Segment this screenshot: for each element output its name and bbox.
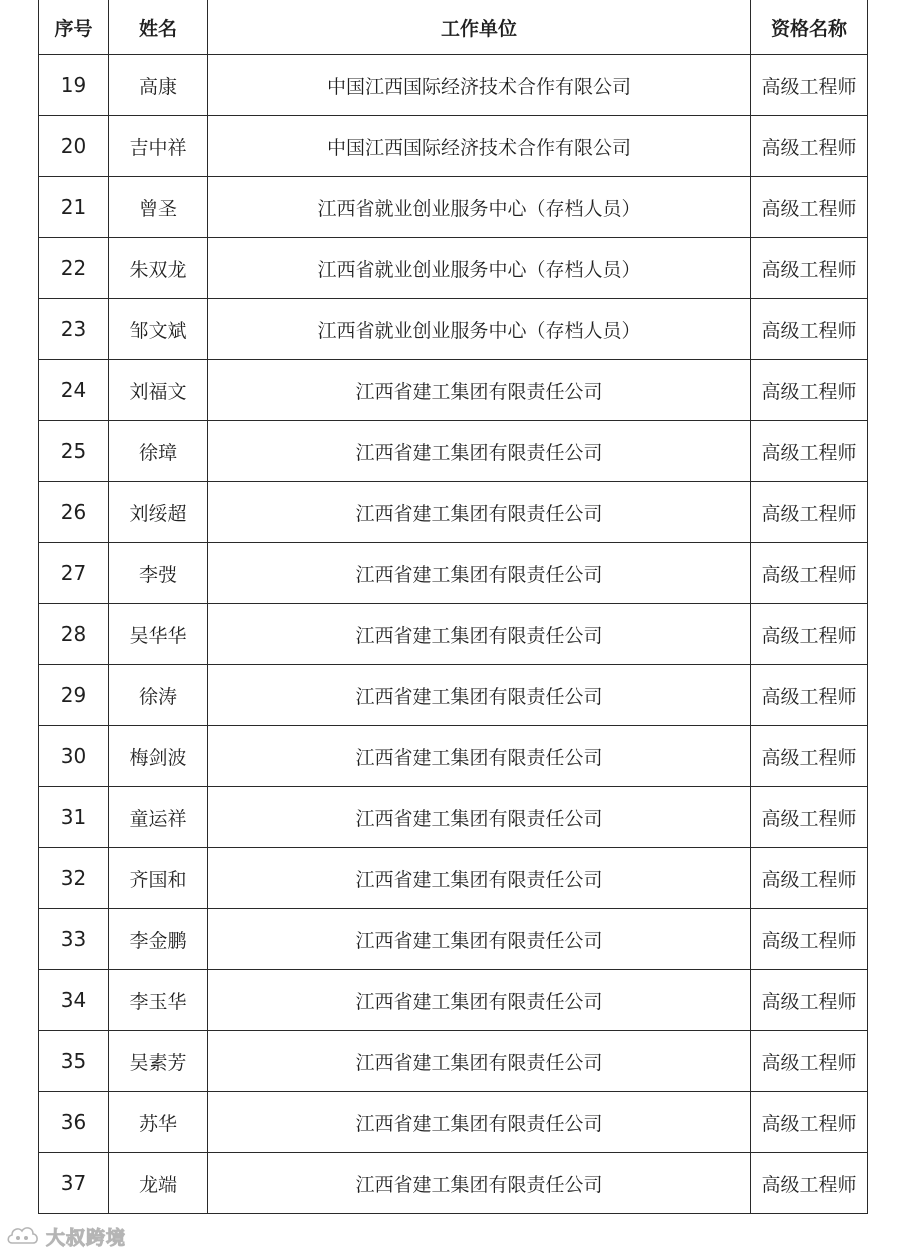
cell-seq: 32: [39, 848, 109, 909]
cell-unit: 江西省建工集团有限责任公司: [208, 848, 751, 909]
cell-name: 徐璋: [109, 421, 208, 482]
table-body: [39, 55, 868, 1214]
cell-title: 高级工程师: [751, 482, 868, 543]
cell-name: 李金鹏: [109, 909, 208, 970]
cell-seq: 33: [39, 909, 109, 970]
table-row: [39, 482, 868, 543]
table-row: [39, 238, 868, 299]
cell-seq: 22: [39, 238, 109, 299]
table-row: [39, 421, 868, 482]
cell-title: 高级工程师: [751, 360, 868, 421]
table-row: [39, 848, 868, 909]
table-row: [39, 1153, 868, 1214]
cell-name: 李弢: [109, 543, 208, 604]
table-row: [39, 543, 868, 604]
cell-title: 高级工程师: [751, 299, 868, 360]
cloud-logo-icon: [6, 1223, 40, 1249]
roster-table-container: [38, 0, 867, 1214]
cell-name: 龙端: [109, 1153, 208, 1214]
cell-unit: 江西省建工集团有限责任公司: [208, 482, 751, 543]
cell-unit: 江西省建工集团有限责任公司: [208, 421, 751, 482]
qualification-table: [38, 0, 868, 1214]
table-row: [39, 1092, 868, 1153]
cell-seq: 31: [39, 787, 109, 848]
table-row: [39, 116, 868, 177]
cell-name: 吉中祥: [109, 116, 208, 177]
table-row: [39, 726, 868, 787]
cell-title: 高级工程师: [751, 543, 868, 604]
table-row: [39, 177, 868, 238]
cell-seq: 34: [39, 970, 109, 1031]
header-name: 姓名: [109, 0, 208, 55]
header-title: 资格名称: [751, 0, 868, 55]
cell-unit: 江西省建工集团有限责任公司: [208, 726, 751, 787]
cell-name: 齐国和: [109, 848, 208, 909]
cell-unit: 江西省建工集团有限责任公司: [208, 1092, 751, 1153]
cell-title: 高级工程师: [751, 1153, 868, 1214]
table-row: [39, 299, 868, 360]
table-row: [39, 909, 868, 970]
cell-title: 高级工程师: [751, 787, 868, 848]
header-unit: 工作单位: [208, 0, 751, 55]
cell-seq: 24: [39, 360, 109, 421]
cell-name: 邹文斌: [109, 299, 208, 360]
cell-seq: 25: [39, 421, 109, 482]
cell-title: 高级工程师: [751, 665, 868, 726]
cell-title: 高级工程师: [751, 116, 868, 177]
table-row: [39, 360, 868, 421]
cell-title: 高级工程师: [751, 604, 868, 665]
cell-unit: 江西省就业创业服务中心（存档人员）: [208, 238, 751, 299]
cell-unit: 江西省就业创业服务中心（存档人员）: [208, 299, 751, 360]
cell-seq: 21: [39, 177, 109, 238]
cell-name: 李玉华: [109, 970, 208, 1031]
cell-title: 高级工程师: [751, 909, 868, 970]
cell-seq: 30: [39, 726, 109, 787]
cell-name: 刘绥超: [109, 482, 208, 543]
cell-unit: 江西省建工集团有限责任公司: [208, 665, 751, 726]
cell-seq: 36: [39, 1092, 109, 1153]
cell-seq: 28: [39, 604, 109, 665]
table-row: [39, 665, 868, 726]
cell-title: 高级工程师: [751, 177, 868, 238]
cell-unit: 江西省建工集团有限责任公司: [208, 787, 751, 848]
cell-name: 苏华: [109, 1092, 208, 1153]
cell-unit: 江西省建工集团有限责任公司: [208, 360, 751, 421]
table-row: [39, 970, 868, 1031]
cell-title: 高级工程师: [751, 238, 868, 299]
cell-title: 高级工程师: [751, 726, 868, 787]
cell-title: 高级工程师: [751, 1031, 868, 1092]
cell-name: 刘福文: [109, 360, 208, 421]
cell-unit: 江西省建工集团有限责任公司: [208, 1031, 751, 1092]
cell-seq: 35: [39, 1031, 109, 1092]
cell-title: 高级工程师: [751, 421, 868, 482]
cell-unit: 江西省建工集团有限责任公司: [208, 970, 751, 1031]
cell-title: 高级工程师: [751, 970, 868, 1031]
table-row: [39, 787, 868, 848]
table-header-row: [39, 0, 868, 55]
cell-title: 高级工程师: [751, 1092, 868, 1153]
watermark-text: 大叔跨境: [46, 1226, 127, 1249]
cell-seq: 20: [39, 116, 109, 177]
cell-name: 梅剑波: [109, 726, 208, 787]
cell-name: 朱双龙: [109, 238, 208, 299]
cell-name: 曾圣: [109, 177, 208, 238]
cell-name: 徐涛: [109, 665, 208, 726]
cell-name: 吴华华: [109, 604, 208, 665]
table-row: [39, 1031, 868, 1092]
watermark: [6, 1222, 126, 1250]
cell-unit: 江西省建工集团有限责任公司: [208, 604, 751, 665]
cell-title: 高级工程师: [751, 55, 868, 116]
cell-name: 高康: [109, 55, 208, 116]
cell-name: 童运祥: [109, 787, 208, 848]
cell-seq: 29: [39, 665, 109, 726]
cell-seq: 27: [39, 543, 109, 604]
table-row: [39, 55, 868, 116]
cell-name: 吴素芳: [109, 1031, 208, 1092]
cell-unit: 江西省建工集团有限责任公司: [208, 909, 751, 970]
cell-unit: 江西省建工集团有限责任公司: [208, 1153, 751, 1214]
cell-unit: 中国江西国际经济技术合作有限公司: [208, 55, 751, 116]
table-row: [39, 604, 868, 665]
cell-unit: 江西省就业创业服务中心（存档人员）: [208, 177, 751, 238]
cell-title: 高级工程师: [751, 848, 868, 909]
cell-unit: 江西省建工集团有限责任公司: [208, 543, 751, 604]
cell-seq: 23: [39, 299, 109, 360]
cell-seq: 19: [39, 55, 109, 116]
cell-seq: 26: [39, 482, 109, 543]
cell-seq: 37: [39, 1153, 109, 1214]
cell-unit: 中国江西国际经济技术合作有限公司: [208, 116, 751, 177]
header-seq: 序号: [39, 0, 109, 55]
